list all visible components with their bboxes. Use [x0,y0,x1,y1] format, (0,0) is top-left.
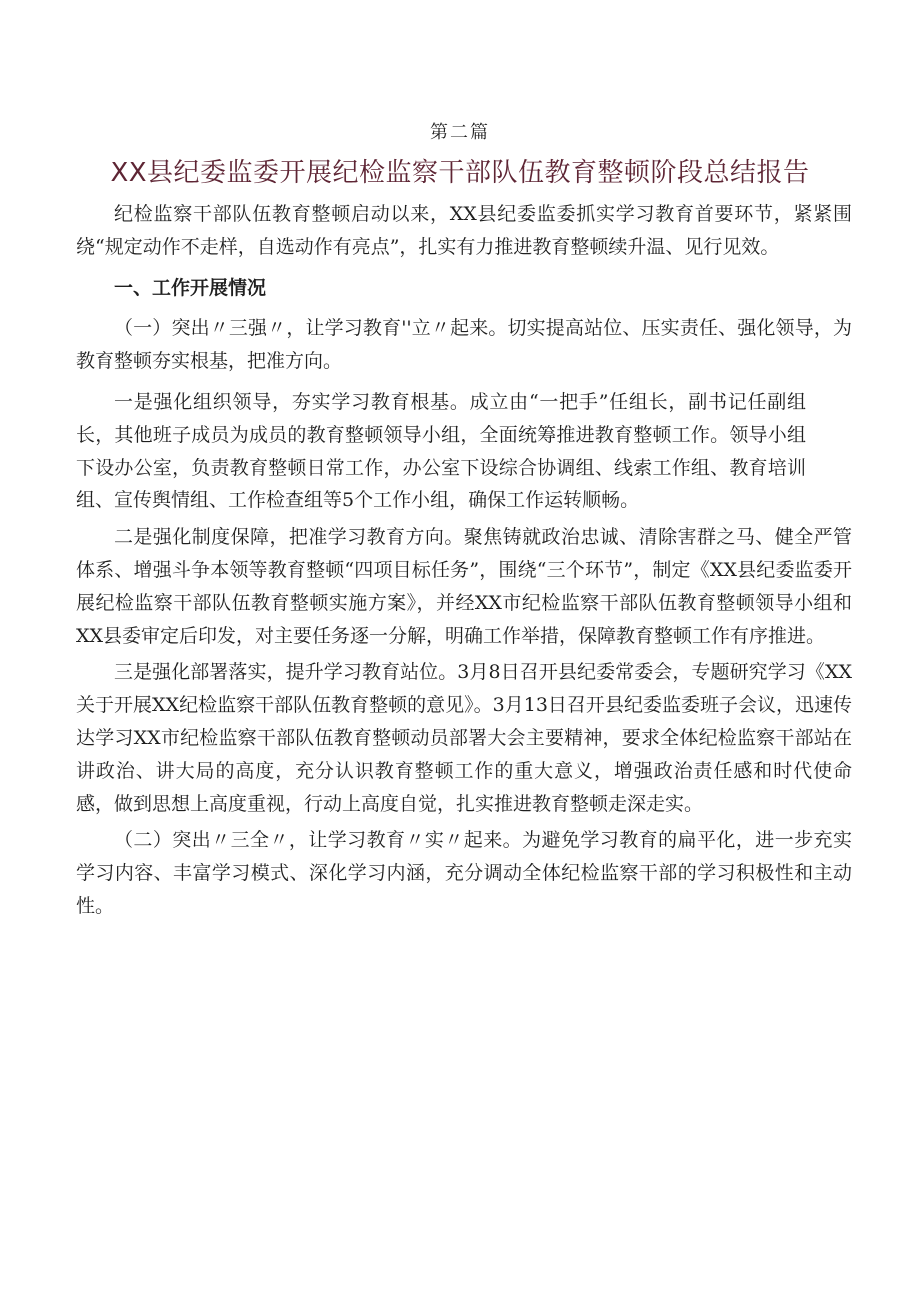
paragraph-deployment: 三是强化部署落实，提升学习教育站位。3月8日召开县纪委常委会，专题研究学习《XX关于开展XX纪检监察干部队伍教育整顿的意见》。3月13日召开县纪委监委班子会议，迅速传达学习XX市纪检监察干部队伍教育整顿动员部署大会主要精神，要求全体纪检监察干部站在讲政治、讲大局的高度，充分认识教育整顿工作的重大意义，增强政治责任感和时代使命感，做到思想上高度重视，行动上高度自觉，扎实推进教育整顿走深走实。 [76,661,852,815]
document-body [76,198,852,923]
subsection-1-paragraph: （一）突出〃三强〃，让学习教育''立〃起来。切实提高站位、压实责任、强化领导，为教育整顿夯实根基，把准方向。 [76,317,852,373]
section-heading: 一、工作开展情况 [114,276,267,299]
paragraph-system: 二是强化制度保障，把准学习教育方向。聚焦铸就政治忠诚、清除害群之马、健全严管体系、增强斗争本领等教育整顿“四项目标任务”，围绕“三个环节”，制定《XX县纪委监委开展纪检监察干部队伍教育整顿实施方案》，并经XX市纪检监察干部队伍教育整顿领导小组和XX县委审定后印发，对主要任务逐一分解，明确工作举措，保障教育整顿工作有序推进。 [76,526,852,647]
document-title: XX县纪委监委开展纪检监察干部队伍教育整顿阶段总结报告 [110,158,810,188]
document-label: 第二篇 [430,122,490,143]
subsection-2-paragraph: （二）突出〃三全〃，让学习教育〃实〃起来。为避免学习教育的扁平化，进一步充实学习内容、丰富学习模式、深化学习内涵，充分调动全体纪检监察干部的学习积极性和主动性。 [76,829,852,917]
intro-paragraph: 纪检监察干部队伍教育整顿启动以来，XX县纪委监委抓实学习教育首要环节，紧紧围绕“规定动作不走样，自选动作有亮点”，扎实有力推进教育整顿续升温、见行见效。 [76,203,852,258]
paragraph-organization: 一是强化组织领导，夯实学习教育根基。成立由“一把手”任组长，副书记任副组长，其他班子成员为成员的教育整顿领导小组，全面统筹推进教育整顿工作。领导小组下设办公室，负责教育整顿日常工作，办公室下设综合协调组、线索工作组、教育培训组、宣传舆情组、工作检查组等5个工作小组，确保工作运转顺畅。 [76,390,806,512]
